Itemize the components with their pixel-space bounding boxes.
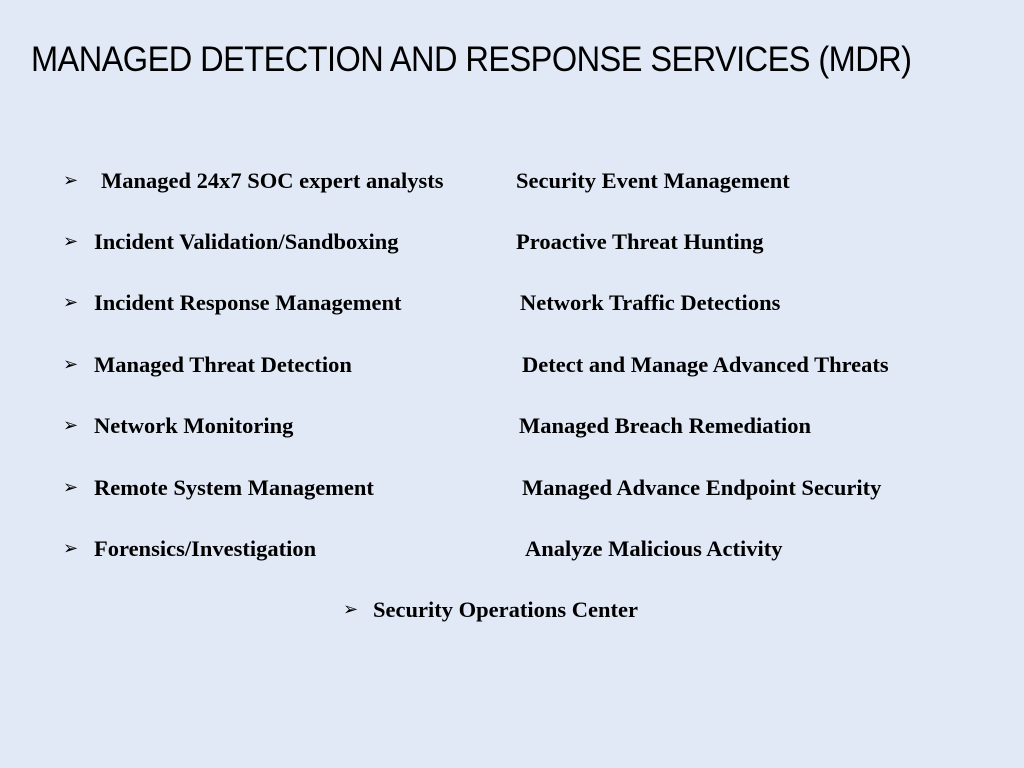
arrowhead-bullet-icon: ➢: [63, 477, 79, 498]
right-item: Managed Breach Remediation: [519, 413, 812, 438]
left-item: Network Monitoring: [94, 413, 294, 438]
arrowhead-bullet-icon: ➢: [63, 231, 79, 252]
bullet-row: [0, 166, 1024, 196]
right-item: Security Event Management: [516, 168, 790, 193]
bullet-row: [0, 473, 1024, 503]
right-item: Proactive Threat Hunting: [516, 229, 764, 254]
right-item: Detect and Manage Advanced Threats: [522, 352, 889, 377]
left-item: Remote System Management: [94, 475, 374, 500]
arrowhead-bullet-icon: ➢: [63, 354, 79, 375]
arrowhead-bullet-icon: ➢: [63, 538, 79, 559]
center-item: Security Operations Center: [373, 597, 638, 622]
bullet-row: [0, 534, 1024, 564]
right-item: Managed Advance Endpoint Security: [522, 475, 882, 500]
bullet-row: [0, 288, 1024, 318]
arrowhead-bullet-icon: ➢: [63, 415, 79, 436]
left-item: Incident Validation/Sandboxing: [94, 229, 399, 254]
right-item: Analyze Malicious Activity: [525, 536, 783, 561]
center-bullet-row: [0, 595, 1024, 625]
left-item: Forensics/Investigation: [94, 536, 317, 561]
slide-title: MANAGED DETECTION AND RESPONSE SERVICES (MDR): [31, 40, 912, 79]
bullet-row: [0, 411, 1024, 441]
bullet-row: [0, 350, 1024, 380]
bullet-row: [0, 227, 1024, 257]
arrowhead-bullet-icon: ➢: [63, 170, 79, 191]
left-item: Incident Response Management: [94, 290, 402, 315]
arrowhead-bullet-icon: ➢: [343, 599, 359, 620]
right-item: Network Traffic Detections: [520, 290, 781, 315]
arrowhead-bullet-icon: ➢: [63, 292, 79, 313]
left-item: Managed 24x7 SOC expert analysts: [101, 168, 444, 193]
left-item: Managed Threat Detection: [94, 352, 352, 377]
